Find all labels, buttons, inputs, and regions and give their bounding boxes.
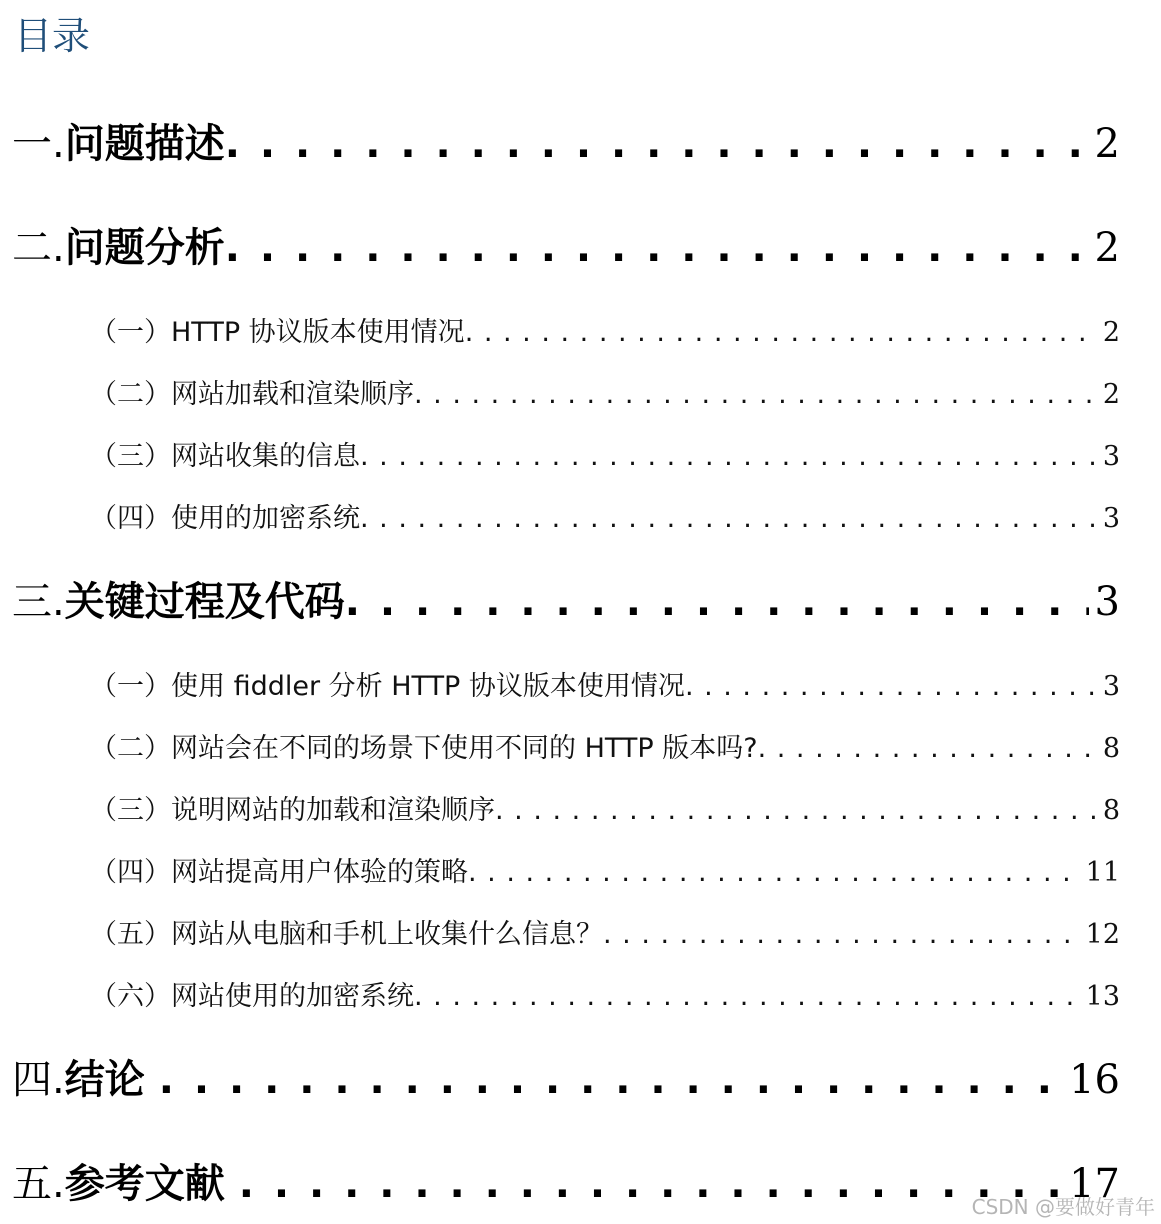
toc-page-number: 13 <box>1085 981 1120 1012</box>
toc-leader-dots <box>414 379 1097 410</box>
toc-entry-5[interactable] <box>12 1152 1120 1212</box>
toc-leader-dots <box>225 121 1089 167</box>
toc-leader-dots <box>465 317 1097 348</box>
toc-leader-dots <box>345 579 1089 625</box>
toc-leader-dots <box>225 225 1089 271</box>
toc-entry-number: 四. <box>12 1057 65 1103</box>
toc-leader-dots <box>685 671 1097 702</box>
toc-leader-dots <box>603 919 1080 950</box>
toc-entry-title: （二）网站会在不同的场景下使用不同的 HTTP 版本吗? <box>90 733 758 764</box>
toc-leader-dots <box>495 795 1097 826</box>
toc-leader-dots <box>360 441 1097 472</box>
toc-entry-3-6[interactable] <box>90 974 1120 1014</box>
toc-page-number: 12 <box>1085 919 1120 950</box>
toc-page-number: 2 <box>1102 317 1120 348</box>
toc-entry-2-2[interactable] <box>90 372 1120 412</box>
toc-leader-dots <box>414 981 1080 1012</box>
toc-entry-title: 参考文献 <box>64 1161 225 1207</box>
toc-leader-dots <box>468 857 1080 888</box>
toc-page-number: 2 <box>1102 379 1120 410</box>
toc-entry-3-5[interactable] <box>90 912 1120 952</box>
toc-leader-dots <box>758 733 1097 764</box>
toc-page-number: 17 <box>1069 1161 1120 1207</box>
toc-page-number: 8 <box>1102 733 1120 764</box>
toc-page-number: 16 <box>1069 1057 1120 1103</box>
toc-entry-number: 一. <box>12 121 65 167</box>
toc-entry-title: （二）网站加载和渲染顺序 <box>90 379 414 410</box>
toc-entry-3-4[interactable] <box>90 850 1120 890</box>
toc-entry-title: （五）网站从电脑和手机上收集什么信息？ <box>90 919 603 950</box>
toc-entry-title: 问题描述 <box>64 121 225 167</box>
toc-entry-title: （一）HTTP 协议版本使用情况 <box>90 317 465 348</box>
toc-entry-3-1[interactable] <box>90 664 1120 704</box>
toc-entry-3-2[interactable] <box>90 726 1120 766</box>
toc-page-number: 3 <box>1102 441 1120 472</box>
toc-entry-title: （三）网站收集的信息 <box>90 441 360 472</box>
toc-page-number: 3 <box>1094 579 1120 625</box>
toc-entry-number: 二. <box>12 225 65 271</box>
toc-heading: 目录 <box>14 14 91 58</box>
toc-leader-dots <box>360 503 1097 534</box>
toc-page-number: 2 <box>1094 121 1120 167</box>
toc-entry-title: （四）网站提高用户体验的策略 <box>90 857 468 888</box>
toc-entry-title: （四）使用的加密系统 <box>90 503 360 534</box>
toc-entry-3-3[interactable] <box>90 788 1120 828</box>
toc-entry-number: 三. <box>12 579 65 625</box>
toc-page-number: 3 <box>1102 671 1120 702</box>
toc-entry-number: 五. <box>12 1161 65 1207</box>
toc-entry-title: 结论 <box>64 1057 145 1103</box>
toc-page-number: 2 <box>1094 225 1120 271</box>
toc-entry-title: （六）网站使用的加密系统 <box>90 981 414 1012</box>
toc-entry-2[interactable] <box>12 216 1120 276</box>
toc-entry-title: （一）使用 fiddler 分析 HTTP 协议版本使用情况 <box>90 671 685 702</box>
toc-page-number: 11 <box>1085 857 1120 888</box>
toc-entry-3[interactable] <box>12 570 1120 630</box>
toc-entry-1[interactable] <box>12 112 1120 172</box>
toc-page-number: 3 <box>1102 503 1120 534</box>
toc-page-number: 8 <box>1102 795 1120 826</box>
toc-leader-dots <box>225 1161 1063 1207</box>
toc-leader-dots <box>145 1057 1063 1103</box>
watermark: CSDN @要做好青年 <box>971 1195 1155 1219</box>
toc-entry-title: 关键过程及代码 <box>64 579 345 625</box>
toc-entry-title: 问题分析 <box>64 225 225 271</box>
toc-entry-2-4[interactable] <box>90 496 1120 536</box>
toc-entry-title: （三）说明网站的加载和渲染顺序 <box>90 795 495 826</box>
toc-entry-4[interactable] <box>12 1048 1120 1108</box>
toc-entry-2-3[interactable] <box>90 434 1120 474</box>
toc-entry-2-1[interactable] <box>90 310 1120 350</box>
